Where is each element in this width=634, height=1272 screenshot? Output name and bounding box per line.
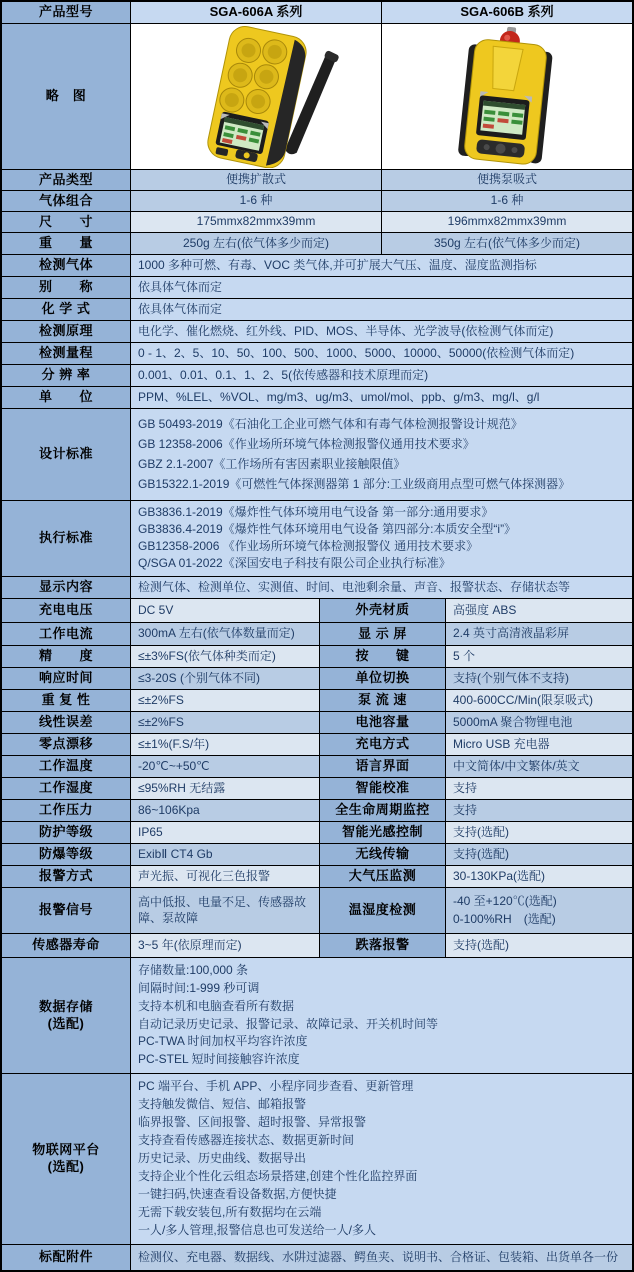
table-row (2, 623, 632, 646)
row-label (2, 668, 131, 689)
row-value-b (382, 2, 632, 23)
row-label-2-text: 显 示 屏 (358, 625, 407, 641)
row-value-1 (131, 822, 320, 843)
row-label-2-text: 跌落报警 (355, 937, 410, 953)
value-2-text: 2.4 英寸高清液晶彩屏 (453, 626, 570, 641)
table-row (2, 170, 632, 191)
value-1-text: ≤95%RH 无结露 (138, 780, 226, 795)
row-label-2-text: 电池容量 (355, 714, 410, 730)
row-label-2-text: 单位切换 (355, 670, 410, 686)
row-value (131, 577, 632, 598)
spec-line: 存储数量:100,000 条 (138, 963, 249, 978)
value-2-text: 支持 (453, 780, 478, 795)
row-label (2, 756, 131, 777)
spec-line: GB 50493-2019《石油化工企业可燃气体和有毒气体检测报警设计规范》 (138, 416, 523, 431)
spec-line: PC-STEL 短时间接触容许浓度 (138, 1052, 300, 1067)
value-text: 0 - 1、2、5、10、50、100、500、1000、5000、10000、50000(依检测气体而定) (138, 345, 575, 360)
spec-line: GB3836.4-2019《爆炸性气体环境用电气设备 第四部分:本质安全型“i”》 (138, 522, 517, 537)
row-label-text: 数据存储 (38, 998, 93, 1014)
table-row (2, 800, 632, 822)
row-label-text: 工作湿度 (38, 780, 93, 796)
row-label-text: 线性误差 (38, 714, 93, 730)
row-label-text: 精 度 (38, 648, 93, 664)
row-label-2 (320, 599, 446, 622)
row-label-2-text: 大气压监测 (348, 868, 417, 884)
row-label-2-text: 按 键 (355, 648, 410, 664)
row-label-text: 别 称 (38, 279, 93, 295)
row-label (2, 24, 131, 169)
row-label (2, 577, 131, 598)
row-label-2-text: 充电方式 (355, 736, 410, 752)
row-label (2, 501, 131, 576)
row-value-1 (131, 690, 320, 711)
row-value-1 (131, 668, 320, 689)
row-label (2, 888, 131, 933)
row-label (2, 778, 131, 799)
value-1-text: ≤±2%FS (138, 714, 184, 729)
row-label-text: 防护等级 (38, 824, 93, 840)
row-value-2 (446, 646, 632, 667)
row-label-text: 产品类型 (38, 171, 93, 187)
table-row (2, 734, 632, 756)
row-label-subtext: (选配) (47, 1159, 85, 1174)
table-row (2, 387, 632, 409)
row-value-1 (131, 646, 320, 667)
row-value (131, 343, 632, 364)
row-label-2 (320, 668, 446, 689)
value-2-text: 30-130KPa(选配) (453, 868, 546, 883)
row-value-a (131, 233, 382, 254)
value-2-text: Micro USB 充电器 (453, 736, 550, 751)
spec-line: 无需下载安装包,所有数据均在云端 (138, 1205, 322, 1220)
row-label-2 (320, 690, 446, 711)
table-row (2, 409, 632, 501)
row-label-text: 防爆等级 (38, 846, 93, 862)
spec-line: GB3836.1-2019《爆炸性气体环境用电气设备 第一部分:通用要求》 (138, 505, 494, 520)
row-value (131, 1074, 632, 1244)
table-row (2, 1074, 632, 1245)
product-image-sga-606b (382, 24, 632, 169)
row-label-text: 分 辨 率 (41, 367, 91, 383)
value-1-text: ≤±1%(F.S/年) (138, 736, 210, 751)
row-label (2, 233, 131, 254)
row-label (2, 934, 131, 957)
table-row (2, 277, 632, 299)
value-text: PPM、%LEL、%VOL、mg/m3、ug/m3、umol/mol、ppb、g/m3、mg/l、g/l (138, 389, 540, 404)
row-label (2, 822, 131, 843)
row-value-1 (131, 734, 320, 755)
row-label-text: 物联网平台 (32, 1142, 100, 1158)
row-label-2 (320, 822, 446, 843)
row-label-text: 充电电压 (38, 602, 93, 618)
value-1-text: 声光振、可视化三色报警 (138, 868, 271, 883)
spec-line: GB12358-2006 《作业场所环境气体检测报警仪 通用技术要求》 (138, 539, 479, 554)
table-row (2, 299, 632, 321)
row-label-2 (320, 712, 446, 733)
table-row (2, 934, 632, 958)
spec-line: Q/SGA 01-2022《深国安电子科技有限公司企业执行标准》 (138, 556, 451, 571)
spec-line: 支持企业个性化云组态场景搭建,创建个性化监控界面 (138, 1169, 418, 1184)
row-value-1 (131, 866, 320, 887)
spec-line: 一人/多人管理,报警信息也可发送给一人/多人 (138, 1222, 377, 1237)
row-value-1 (131, 888, 320, 933)
row-label-subtext: (选配) (47, 1015, 85, 1031)
value-2-text: 5000mA 聚合物锂电池 (453, 714, 573, 729)
value-2-text: 5 个 (453, 648, 476, 663)
row-label (2, 2, 131, 23)
row-label-2-text: 智能校准 (355, 780, 410, 796)
row-value-2 (446, 690, 632, 711)
row-value-a (131, 191, 382, 211)
table-row (2, 2, 632, 24)
row-value-2 (446, 934, 632, 957)
value-b-text: 1-6 种 (490, 193, 524, 208)
row-value (131, 299, 632, 320)
row-label (2, 170, 131, 190)
row-label-text: 气体组合 (38, 192, 93, 208)
table-row (2, 888, 632, 934)
value-a-text: 175mmx82mmx39mm (196, 214, 316, 229)
row-value-2 (446, 668, 632, 689)
row-label (2, 255, 131, 276)
row-label (2, 365, 131, 386)
table-row (2, 501, 632, 577)
spec-line: 支持本机和电脑查看所有数据 (138, 998, 295, 1013)
row-label (2, 800, 131, 821)
value-b-text: 196mmx82mmx39mm (447, 214, 567, 229)
row-label-2 (320, 623, 446, 645)
table-row (2, 690, 632, 712)
table-row (2, 958, 632, 1074)
value-1-text: DC 5V (138, 602, 174, 617)
value-text: 1000 多种可燃、有毒、VOC 类气体,并可扩展大气压、温度、湿度监测指标 (138, 257, 537, 272)
row-label-text: 执行标准 (38, 530, 93, 546)
value-1-text: ≤±2%FS (138, 692, 184, 707)
row-label-2 (320, 934, 446, 957)
row-value (131, 501, 632, 576)
value-text: 电化学、催化燃烧、红外线、PID、MOS、半导体、光学波导(依检测气体而定) (138, 323, 554, 338)
table-row (2, 212, 632, 233)
row-label (2, 734, 131, 755)
row-label (2, 343, 131, 364)
value-1-text: 高中低报、电量不足、传感器故障、泵故障 (138, 894, 307, 925)
row-label-2 (320, 844, 446, 865)
value-1-text: 86~106Kpa (138, 802, 200, 817)
row-value (131, 409, 632, 500)
spec-line: 支持查看传感器连接状态、数据更新时间 (138, 1133, 355, 1148)
row-label-2-text: 温湿度检测 (348, 902, 417, 918)
row-label-text: 显示内容 (38, 579, 93, 595)
row-value-2 (446, 866, 632, 887)
row-value-b (382, 212, 632, 232)
spec-line: PC 端平台、手机 APP、小程序同步查看、更新管理 (138, 1079, 414, 1094)
row-value (131, 277, 632, 298)
spec-line: -40 至+120℃(选配) (453, 893, 557, 908)
row-label-2-text: 无线传输 (355, 846, 410, 862)
value-2-text: 支持(选配) (453, 846, 509, 861)
row-value-b (382, 233, 632, 254)
row-label-2 (320, 888, 446, 933)
row-label-text: 传感器寿命 (32, 937, 100, 953)
value-text: 检测仪、充电器、数据线、水阱过滤器、鳄鱼夹、说明书、合格证、包装箱、出货单各一份 (138, 1249, 619, 1264)
row-label-text: 单 位 (38, 389, 93, 405)
table-row (2, 778, 632, 800)
row-value-1 (131, 934, 320, 957)
table-row (2, 866, 632, 888)
table-row (2, 822, 632, 844)
row-label-2 (320, 866, 446, 887)
spec-line: 历史记录、历史曲线、数据导出 (138, 1151, 307, 1166)
row-value-2 (446, 888, 632, 933)
row-value-1 (131, 800, 320, 821)
row-value-2 (446, 800, 632, 821)
row-value-2 (446, 623, 632, 645)
value-a-text: 便携扩散式 (225, 172, 286, 187)
value-1-text: 300mA 左右(依气体数量而定) (138, 626, 295, 641)
row-label (2, 958, 131, 1073)
row-value-2 (446, 844, 632, 865)
row-label-2 (320, 756, 446, 777)
value-a-text: 1-6 种 (239, 193, 273, 208)
value-2-text: 400-600CC/Min(限泵吸式) (453, 692, 594, 707)
row-value-1 (131, 756, 320, 777)
row-label (2, 866, 131, 887)
table-row (2, 577, 632, 599)
row-label (2, 277, 131, 298)
spec-line: 自动记录历史记录、报警记录、故障记录、开关机时间等 (138, 1016, 439, 1031)
row-label (2, 191, 131, 211)
row-label (2, 1245, 131, 1270)
table-row (2, 365, 632, 387)
table-row (2, 599, 632, 623)
row-label (2, 646, 131, 667)
table-row (2, 24, 632, 170)
value-b-text: SGA-606B 系列 (460, 4, 554, 20)
row-value (131, 387, 632, 408)
row-label-text: 设计标准 (38, 446, 93, 462)
table-row (2, 233, 632, 255)
row-label (2, 712, 131, 733)
spec-line: 间隔时间:1-999 秒可调 (138, 981, 260, 995)
row-label-text: 标配附件 (38, 1249, 93, 1265)
value-1-text: ≤±3%FS(依气体种类而定) (138, 648, 276, 663)
spec-line: 支持触发微信、短信、邮箱报警 (138, 1097, 307, 1112)
value-a-text: SGA-606A 系列 (209, 4, 303, 20)
spec-line: 一键扫码,快速查看设备数据,方便快捷 (138, 1187, 337, 1202)
row-value-2 (446, 756, 632, 777)
row-value-1 (131, 712, 320, 733)
row-value-b (382, 191, 632, 211)
row-label (2, 623, 131, 645)
table-row (2, 191, 632, 212)
row-label-text: 重 复 性 (41, 692, 91, 708)
spec-line: GB15322.1-2019《可燃性气体探测器第 1 部分:工业级商用点型可燃气体探测器》 (138, 476, 571, 491)
row-label (2, 690, 131, 711)
value-a-text: 250g 左右(依气体多少而定) (182, 235, 330, 250)
row-label-text: 检测量程 (38, 345, 93, 361)
value-2-text: 支持(选配) (453, 824, 509, 839)
value-1-text: IP65 (138, 824, 163, 839)
row-label-2-text: 全生命周期监控 (335, 802, 430, 818)
product-image-sga-606a (131, 24, 382, 169)
row-value (131, 365, 632, 386)
row-label-text: 零点漂移 (38, 736, 93, 752)
value-b-text: 350g 左右(依气体多少而定) (433, 235, 581, 250)
spec-line: GBZ 2.1-2007《工作场所有害因素职业接触限值》 (138, 456, 406, 471)
row-label-2 (320, 734, 446, 755)
spec-line: 0-100%RH (选配) (453, 911, 556, 926)
row-label-text: 重 量 (38, 235, 93, 251)
row-value-1 (131, 778, 320, 799)
value-2-text: 高强度 ABS (453, 602, 517, 617)
row-label-text: 报警信号 (38, 902, 93, 918)
row-label-2 (320, 778, 446, 799)
table-row (2, 646, 632, 668)
row-label-text: 检测原理 (38, 323, 93, 339)
value-2-text: 支持(选配) (453, 937, 509, 952)
value-2-text: 中文简体/中文繁体/英文 (453, 758, 580, 773)
product-photo-sga-606b (414, 26, 600, 168)
row-label-text: 尺 寸 (38, 213, 93, 229)
value-text: 依具体气体而定 (138, 301, 223, 316)
row-label-2-text: 智能光感控制 (341, 824, 423, 840)
value-text: 检测气体、检测单位、实测值、时间、电池剩余量、声音、报警状态、存储状态等 (138, 579, 571, 594)
table-row (2, 712, 632, 734)
row-value-2 (446, 778, 632, 799)
row-label-text: 产品型号 (38, 4, 93, 20)
row-value (131, 321, 632, 342)
row-value-a (131, 170, 382, 190)
row-label-text: 报警方式 (38, 868, 93, 884)
spec-line: GB 12358-2006《作业场所环境气体检测报警仪通用技术要求》 (138, 436, 475, 451)
row-label-text: 工作压力 (38, 802, 93, 818)
value-1-text: ExibⅡ CT4 Gb (138, 846, 213, 861)
row-label (2, 844, 131, 865)
row-label-text: 化 学 式 (41, 301, 91, 317)
value-1-text: ≤3-20S (个别气体不同) (138, 670, 260, 685)
value-text: 依具体气体而定 (138, 279, 223, 294)
row-label (2, 299, 131, 320)
row-label (2, 599, 131, 622)
table-row (2, 668, 632, 690)
value-b-text: 便携泵吸式 (476, 172, 537, 187)
value-2-text: 支持 (453, 802, 478, 817)
row-label-text: 略 图 (45, 88, 87, 104)
row-value-2 (446, 599, 632, 622)
row-label (2, 387, 131, 408)
table-row (2, 321, 632, 343)
row-label-2-text: 外壳材质 (355, 602, 410, 618)
row-value-a (131, 212, 382, 232)
row-label (2, 1074, 131, 1244)
row-value-1 (131, 623, 320, 645)
value-text: 0.001、0.01、0.1、1、2、5(依传感器和技术原理而定) (138, 367, 429, 382)
value-1-text: -20℃~+50℃ (138, 758, 210, 773)
row-value (131, 958, 632, 1073)
row-value-2 (446, 712, 632, 733)
table-row (2, 255, 632, 277)
row-value-2 (446, 822, 632, 843)
row-value-2 (446, 734, 632, 755)
table-row (2, 756, 632, 778)
row-value-b (382, 170, 632, 190)
table-row (2, 844, 632, 866)
row-value-1 (131, 599, 320, 622)
spec-line: PC-TWA 时间加权平均容许浓度 (138, 1034, 308, 1049)
row-label (2, 212, 131, 232)
row-label-2 (320, 646, 446, 667)
row-label-text: 响应时间 (38, 670, 93, 686)
row-value-a (131, 2, 382, 23)
value-1-text: 3~5 年(依原理而定) (138, 937, 242, 952)
row-label-2-text: 泵 流 速 (358, 692, 407, 708)
row-value (131, 1245, 632, 1270)
row-value (131, 255, 632, 276)
value-2-text: 支持(个别气体不支持) (453, 670, 569, 685)
row-label-text: 工作温度 (38, 758, 93, 774)
row-value-1 (131, 844, 320, 865)
table-row (2, 1245, 632, 1270)
table-row (2, 343, 632, 365)
row-label-2-text: 语言界面 (355, 758, 410, 774)
row-label (2, 409, 131, 500)
product-photo-sga-606a (136, 26, 376, 168)
row-label-2 (320, 800, 446, 821)
spec-line: 临界报警、区间报警、超时报警、异常报警 (138, 1115, 367, 1130)
row-label-text: 工作电流 (38, 625, 93, 641)
row-label-text: 检测气体 (38, 257, 93, 273)
row-label (2, 321, 131, 342)
